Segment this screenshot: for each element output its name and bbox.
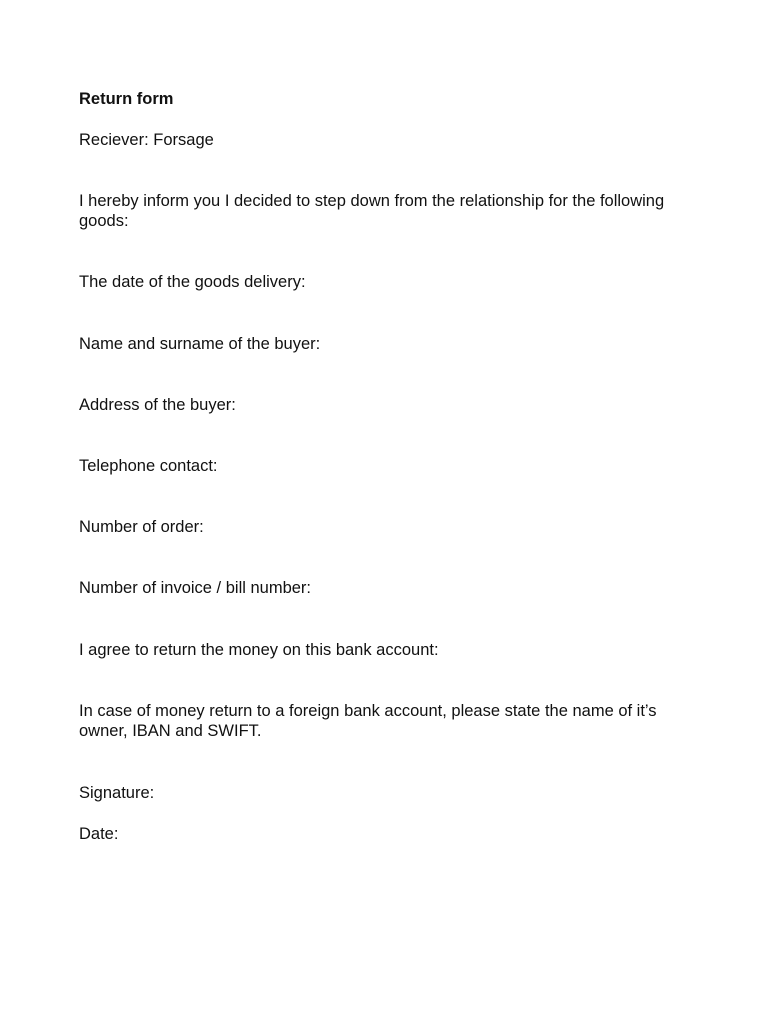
date-label: Date: <box>79 825 119 843</box>
delivery-date-label: The date of the goods delivery: <box>79 273 306 291</box>
receiver-line: Reciever: Forsage <box>79 131 214 149</box>
telephone-label: Telephone contact: <box>79 457 218 475</box>
buyer-name-label: Name and surname of the buyer: <box>79 335 321 353</box>
order-number-label: Number of order: <box>79 518 204 536</box>
foreign-account-paragraph: In case of money return to a foreign bank account, please state the name of it’s owner, IBAN and SWIFT. <box>79 702 657 740</box>
signature-label: Signature: <box>79 784 155 802</box>
intro-paragraph: I hereby inform you I decided to step down from the relationship for the following goods: <box>79 192 665 230</box>
bank-account-label: I agree to return the money on this bank account: <box>79 641 439 659</box>
buyer-address-label: Address of the buyer: <box>79 396 236 414</box>
invoice-number-label: Number of invoice / bill number: <box>79 579 312 597</box>
document-title: Return form <box>79 90 174 108</box>
